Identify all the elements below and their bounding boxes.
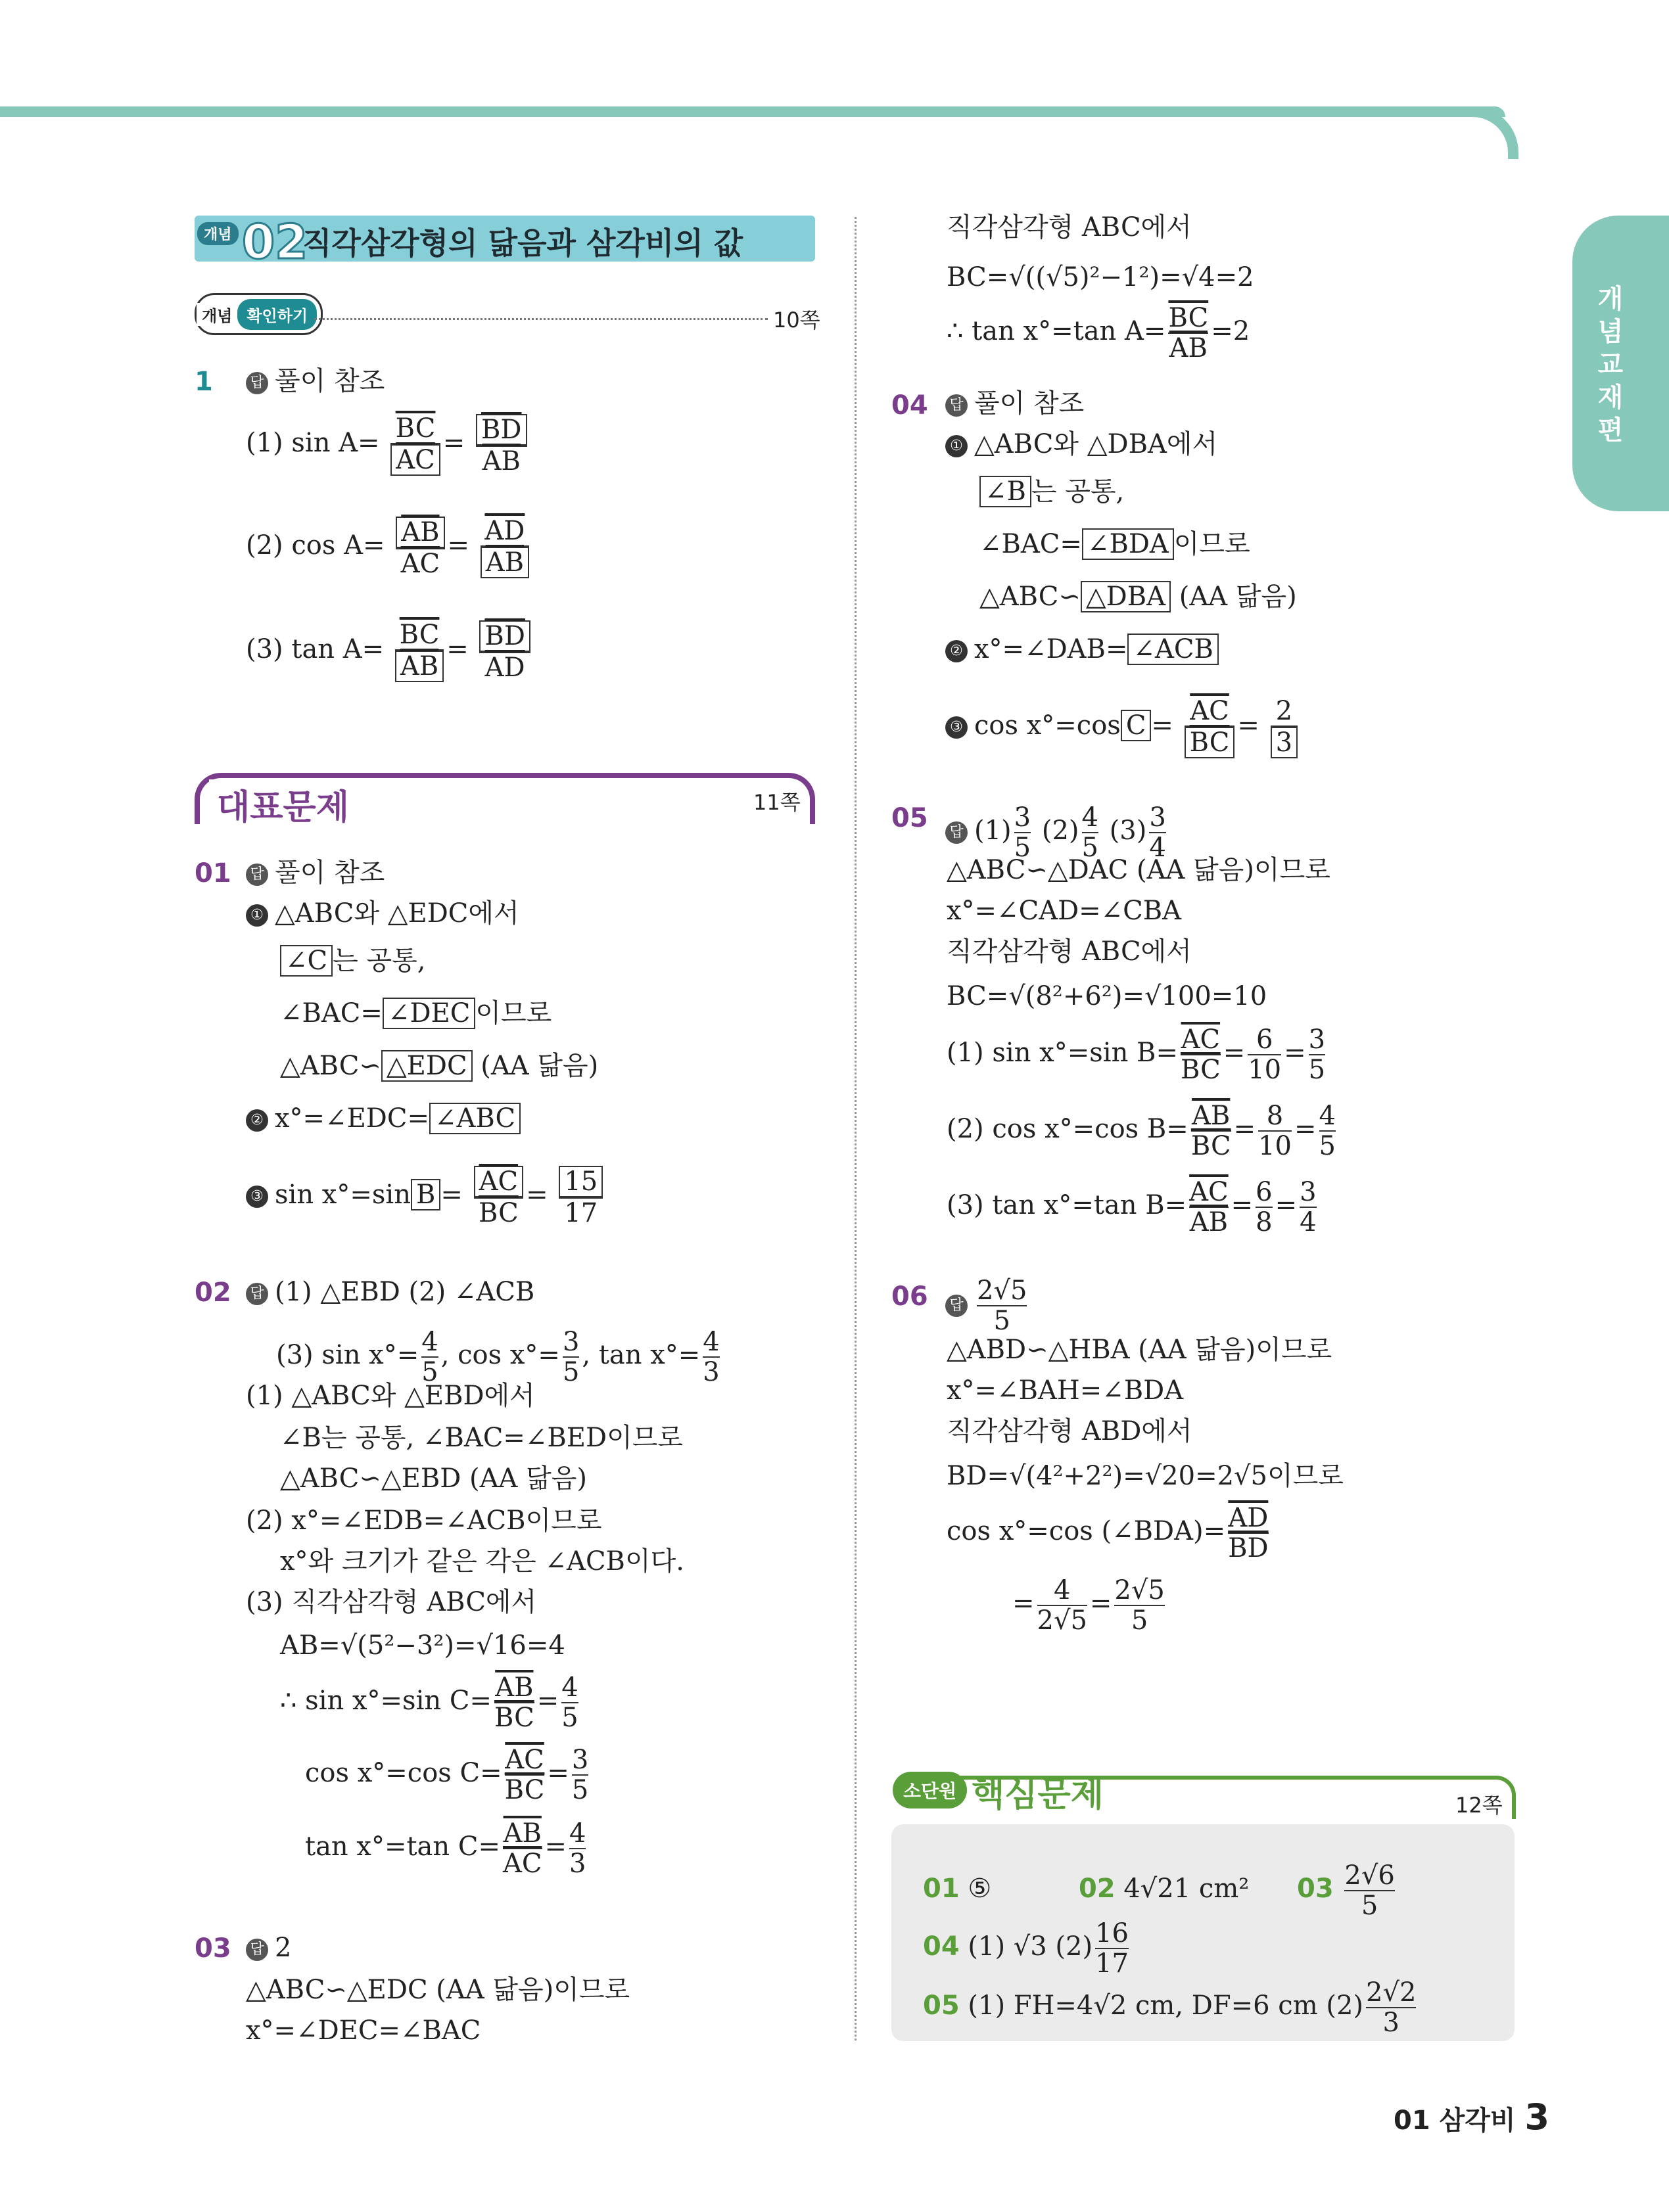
answer-line: 답 $\frac{2√5}{5}$	[945, 1276, 1029, 1335]
q02-l9: cos x°=cos C= $\frac{\overline{AC}}{BC}$ = $\frac{3}{5}$	[305, 1745, 589, 1805]
top-decorative-bar	[0, 106, 1505, 117]
answer-line: 답 풀이 참조	[246, 365, 385, 397]
q03-l2: x°=∠DEC=∠BAC	[246, 2016, 481, 2046]
q01-step1: ① △ABC와 △EDC에서	[246, 898, 519, 929]
q05-l7: (3) tan x°=tan B= $\frac{\overline{AC}}{AB}$ = $\frac{6}{8}$ = $\frac{3}{4}$	[947, 1177, 1317, 1237]
q02-l2: ∠B는 공통, ∠BAC=∠BED이므로	[280, 1423, 683, 1453]
answer-icon: 답	[246, 1283, 268, 1305]
q03-l3: 직각삼각형 ABC에서	[947, 212, 1192, 242]
q02-l1: (1) △ABC와 △EBD에서	[246, 1381, 535, 1411]
q05-l3: 직각삼각형 ABC에서	[947, 936, 1192, 967]
core-title: 핵심문제	[972, 1775, 1104, 1814]
q04-l3: ∠BAC= ∠BDA 이므로	[979, 529, 1250, 559]
question-number: 04	[891, 390, 928, 421]
q02-l10: tan x°=tan C= $\frac{\overline{AB}}{AC}$ = $\frac{4}{3}$	[305, 1818, 586, 1879]
q05-l2: x°=∠CAD=∠CBA	[947, 896, 1182, 926]
q04-l2: ∠B 는 공통,	[979, 476, 1124, 507]
q03-l4: BC=√((√5)²−1²)=√4=2	[947, 262, 1254, 292]
question-number: 06	[891, 1281, 928, 1312]
check-pill	[195, 293, 323, 335]
q04-step3: ③ cos x°=cos C = $\frac{\overline{AC}}{BC}$ = $\frac{2}{3}$	[945, 697, 1300, 758]
q01-step2: ② x°=∠EDC= ∠ABC	[246, 1103, 521, 1134]
side-tab-label: 개념교재편	[1597, 284, 1624, 446]
q1-part1: (1) sin A= $\frac{\overline{BC}}{AC}$ = $\frac{\overline{BD}}{AB}$	[246, 414, 530, 476]
question-number: 02	[195, 1278, 231, 1308]
q06-l5: cos x°=cos (∠BDA)= $\frac{\overline{AD}}{BD}$	[947, 1503, 1269, 1563]
core-row-3: 05 (1) FH=4√2 cm, DF=6 cm (2) $\frac{2√2}{3}$	[923, 1977, 1417, 2038]
concept-number: 02	[242, 214, 308, 269]
rep-page-ref: 11쪽	[753, 790, 801, 815]
answer-icon: 답	[246, 864, 268, 886]
question-number: 03	[195, 1933, 231, 1964]
q05-l4: BC=√(8²+6²)=√100=10	[947, 981, 1267, 1011]
answer-line: 답 (1) $\frac{3}{5}$ (2) $\frac{4}{5}$ (3) $\frac{3}{4}$	[945, 803, 1169, 862]
answer-line: 답 풀이 참조	[246, 857, 385, 888]
rep-section-title: 대표문제	[209, 779, 357, 829]
q1-part2: (2) cos A= $\frac{\overline{AB}}{AC}$ = $\frac{\overline{AD}}{AB}$	[246, 517, 532, 578]
footer-page-number: 3	[1524, 2096, 1550, 2138]
footer-chapter: 01 삼각비	[1394, 2106, 1516, 2136]
q02-l5: x°와 크기가 같은 각은 ∠ACB이다.	[280, 1546, 684, 1577]
answer-icon: 답	[945, 821, 968, 844]
q04-step1: ① △ABC와 △DBA에서	[945, 428, 1217, 460]
q03-l1: △ABC∽△EDC (AA 닮음)이므로	[246, 1975, 630, 2005]
core-row-2: 04 (1) √3 (2) $\frac{16}{17}$	[923, 1918, 1129, 1979]
answer-line: 답 풀이 참조	[945, 388, 1084, 419]
answer-icon: 답	[945, 1295, 968, 1317]
core-page-ref: 12쪽	[1455, 1793, 1503, 1818]
q05-l6: (2) cos x°=cos B= $\frac{\overline{AB}}{BC}$ = $\frac{8}{10}$ = $\frac{4}{5}$	[947, 1101, 1336, 1161]
top-bar-curve	[1463, 106, 1518, 159]
core-pill: 소단원	[893, 1772, 967, 1809]
question-number: 1	[195, 367, 213, 397]
q06-l2: x°=∠BAH=∠BDA	[947, 1375, 1184, 1406]
q1-part3: (3) tan A= $\frac{\overline{BC}}{AB}$ = $\frac{\overline{BD}}{AD}$	[246, 620, 533, 682]
q05-l5: (1) sin x°=sin B= $\frac{\overline{AC}}{BC}$ = $\frac{6}{10}$ = $\frac{3}{5}$	[947, 1025, 1326, 1085]
check-pill-a: 개념	[197, 303, 237, 326]
page-footer	[1394, 2096, 1549, 2138]
q02-l4: (2) x°=∠EDB=∠ACB이므로	[246, 1506, 602, 1536]
q02-l3: △ABC∽△EBD (AA 닮음)	[280, 1463, 588, 1494]
check-pill-b: 확인하기	[237, 299, 317, 330]
concept-title: 직각삼각형의 닮음과 삼각비의 값	[302, 225, 743, 261]
core-row-1: 01 ⑤ 02 4√21 cm² 03 $\frac{2√6}{5}$	[923, 1860, 1395, 1921]
answer-icon: 답	[246, 372, 268, 394]
answer-icon: 답	[246, 1939, 268, 1961]
q06-l4: BD=√(4²+2²)=√20=2√5이므로	[947, 1461, 1344, 1491]
concept-tag: 개념	[197, 222, 239, 245]
q02-l7: AB=√(5²−3²)=√16=4	[280, 1630, 565, 1661]
check-page-ref: 10쪽	[773, 308, 820, 333]
question-number: 01	[195, 858, 231, 888]
q01-step1-line4: △ABC∽ △EDC (AA 닮음)	[280, 1051, 599, 1081]
q04-l4: △ABC∽ △DBA (AA 닮음)	[979, 582, 1297, 612]
q05-l1: △ABC∽△DAC (AA 닮음)이므로	[947, 855, 1330, 885]
q01-step1-line3: ∠BAC= ∠DEC 이므로	[280, 998, 552, 1028]
question-number: 05	[891, 803, 928, 833]
q02-answer-3: (3) sin x°= $\frac{4}{5}$ , cos x°= $\frac{3}{5}$ , tan x°= $\frac{4}{3}$	[276, 1327, 720, 1387]
answer-line: 답 (1) △EBD (2) ∠ACB	[246, 1276, 534, 1308]
answer-icon: 답	[945, 394, 968, 417]
dotted-leader	[314, 318, 768, 320]
q06-l6: = $\frac{4}{2√5}$ = $\frac{2√5}{5}$	[1012, 1575, 1165, 1636]
q02-l6: (3) 직각삼각형 ABC에서	[246, 1587, 537, 1617]
q06-l3: 직각삼각형 ABD에서	[947, 1416, 1192, 1446]
q01-step1-line2: ∠C 는 공통,	[280, 945, 425, 977]
q06-l1: △ABD∽△HBA (AA 닮음)이므로	[947, 1335, 1332, 1365]
q02-l8: ∴ sin x°=sin C= $\frac{\overline{AB}}{BC}$ = $\frac{4}{5}$	[280, 1672, 578, 1733]
q01-step3: ③ sin x°=sin B = $\frac{\overline{AC}}{BC}$ = $\frac{15}{17}$	[246, 1166, 605, 1228]
column-divider	[855, 217, 857, 2040]
q03-l5: ∴ tan x°=tan A= $\frac{\overline{BC}}{AB}$ =2	[947, 303, 1250, 363]
answer-line: 답 2	[246, 1932, 291, 1964]
q04-step2: ② x°=∠DAB= ∠ACB	[945, 634, 1219, 665]
